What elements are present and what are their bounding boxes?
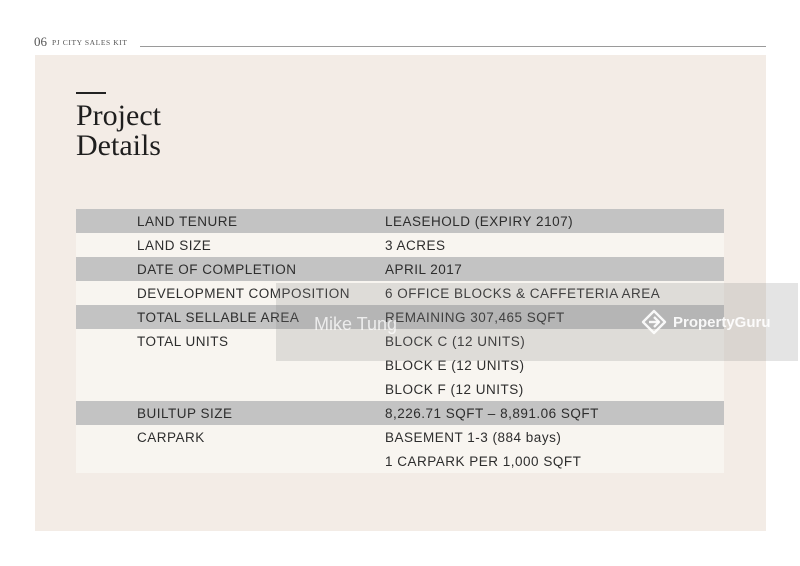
table-row xyxy=(76,401,724,425)
title-accent-line xyxy=(76,92,106,94)
watermark-brand xyxy=(640,307,771,337)
detail-label: LAND SIZE xyxy=(137,237,212,253)
detail-label: DATE OF COMPLETION xyxy=(137,261,297,277)
detail-label: TOTAL UNITS xyxy=(137,333,229,349)
section-title-line-2: Details xyxy=(76,129,161,162)
detail-value: REMAINING 307,465 SQFT xyxy=(385,309,565,325)
detail-value: BLOCK E (12 UNITS) xyxy=(385,357,525,373)
page-header xyxy=(34,34,766,52)
detail-value: 1 CARPARK PER 1,000 SQFT xyxy=(385,453,582,469)
document-title: PJ CITY SALES KIT xyxy=(52,38,128,47)
detail-label: CARPARK xyxy=(137,429,205,445)
table-row xyxy=(76,233,724,257)
table-row xyxy=(76,377,724,401)
detail-value: BLOCK F (12 UNITS) xyxy=(385,381,524,397)
detail-value: 8,226.71 SQFT – 8,891.06 SQFT xyxy=(385,405,599,421)
detail-label-empty xyxy=(76,449,385,473)
detail-value: 3 ACRES xyxy=(385,237,446,253)
detail-label: LAND TENURE xyxy=(137,213,238,229)
detail-value: 6 OFFICE BLOCKS & CAFFETERIA AREA xyxy=(385,285,661,301)
table-row xyxy=(76,209,724,233)
table-row xyxy=(76,425,724,449)
detail-label: BUILTUP SIZE xyxy=(137,405,233,421)
section-title-line-1: Project xyxy=(76,99,161,132)
propertyguru-logo-icon xyxy=(640,308,668,336)
detail-value: BASEMENT 1-3 (884 bays) xyxy=(385,429,562,445)
detail-label: TOTAL SELLABLE AREA xyxy=(137,309,300,325)
table-row xyxy=(76,449,724,473)
table-row xyxy=(76,257,724,281)
section-title xyxy=(76,101,276,161)
detail-value: APRIL 2017 xyxy=(385,261,463,277)
page-number: 06 xyxy=(34,34,47,49)
watermark-brand-name: PropertyGuru xyxy=(673,313,771,331)
detail-value: BLOCK C (12 UNITS) xyxy=(385,333,526,349)
header-divider xyxy=(140,46,766,47)
detail-value: LEASEHOLD (EXPIRY 2107) xyxy=(385,213,574,229)
detail-label: DEVELOPMENT COMPOSITION xyxy=(137,285,351,301)
watermark-agent-name: Mike Tung xyxy=(314,314,398,334)
detail-label-empty xyxy=(76,377,385,401)
